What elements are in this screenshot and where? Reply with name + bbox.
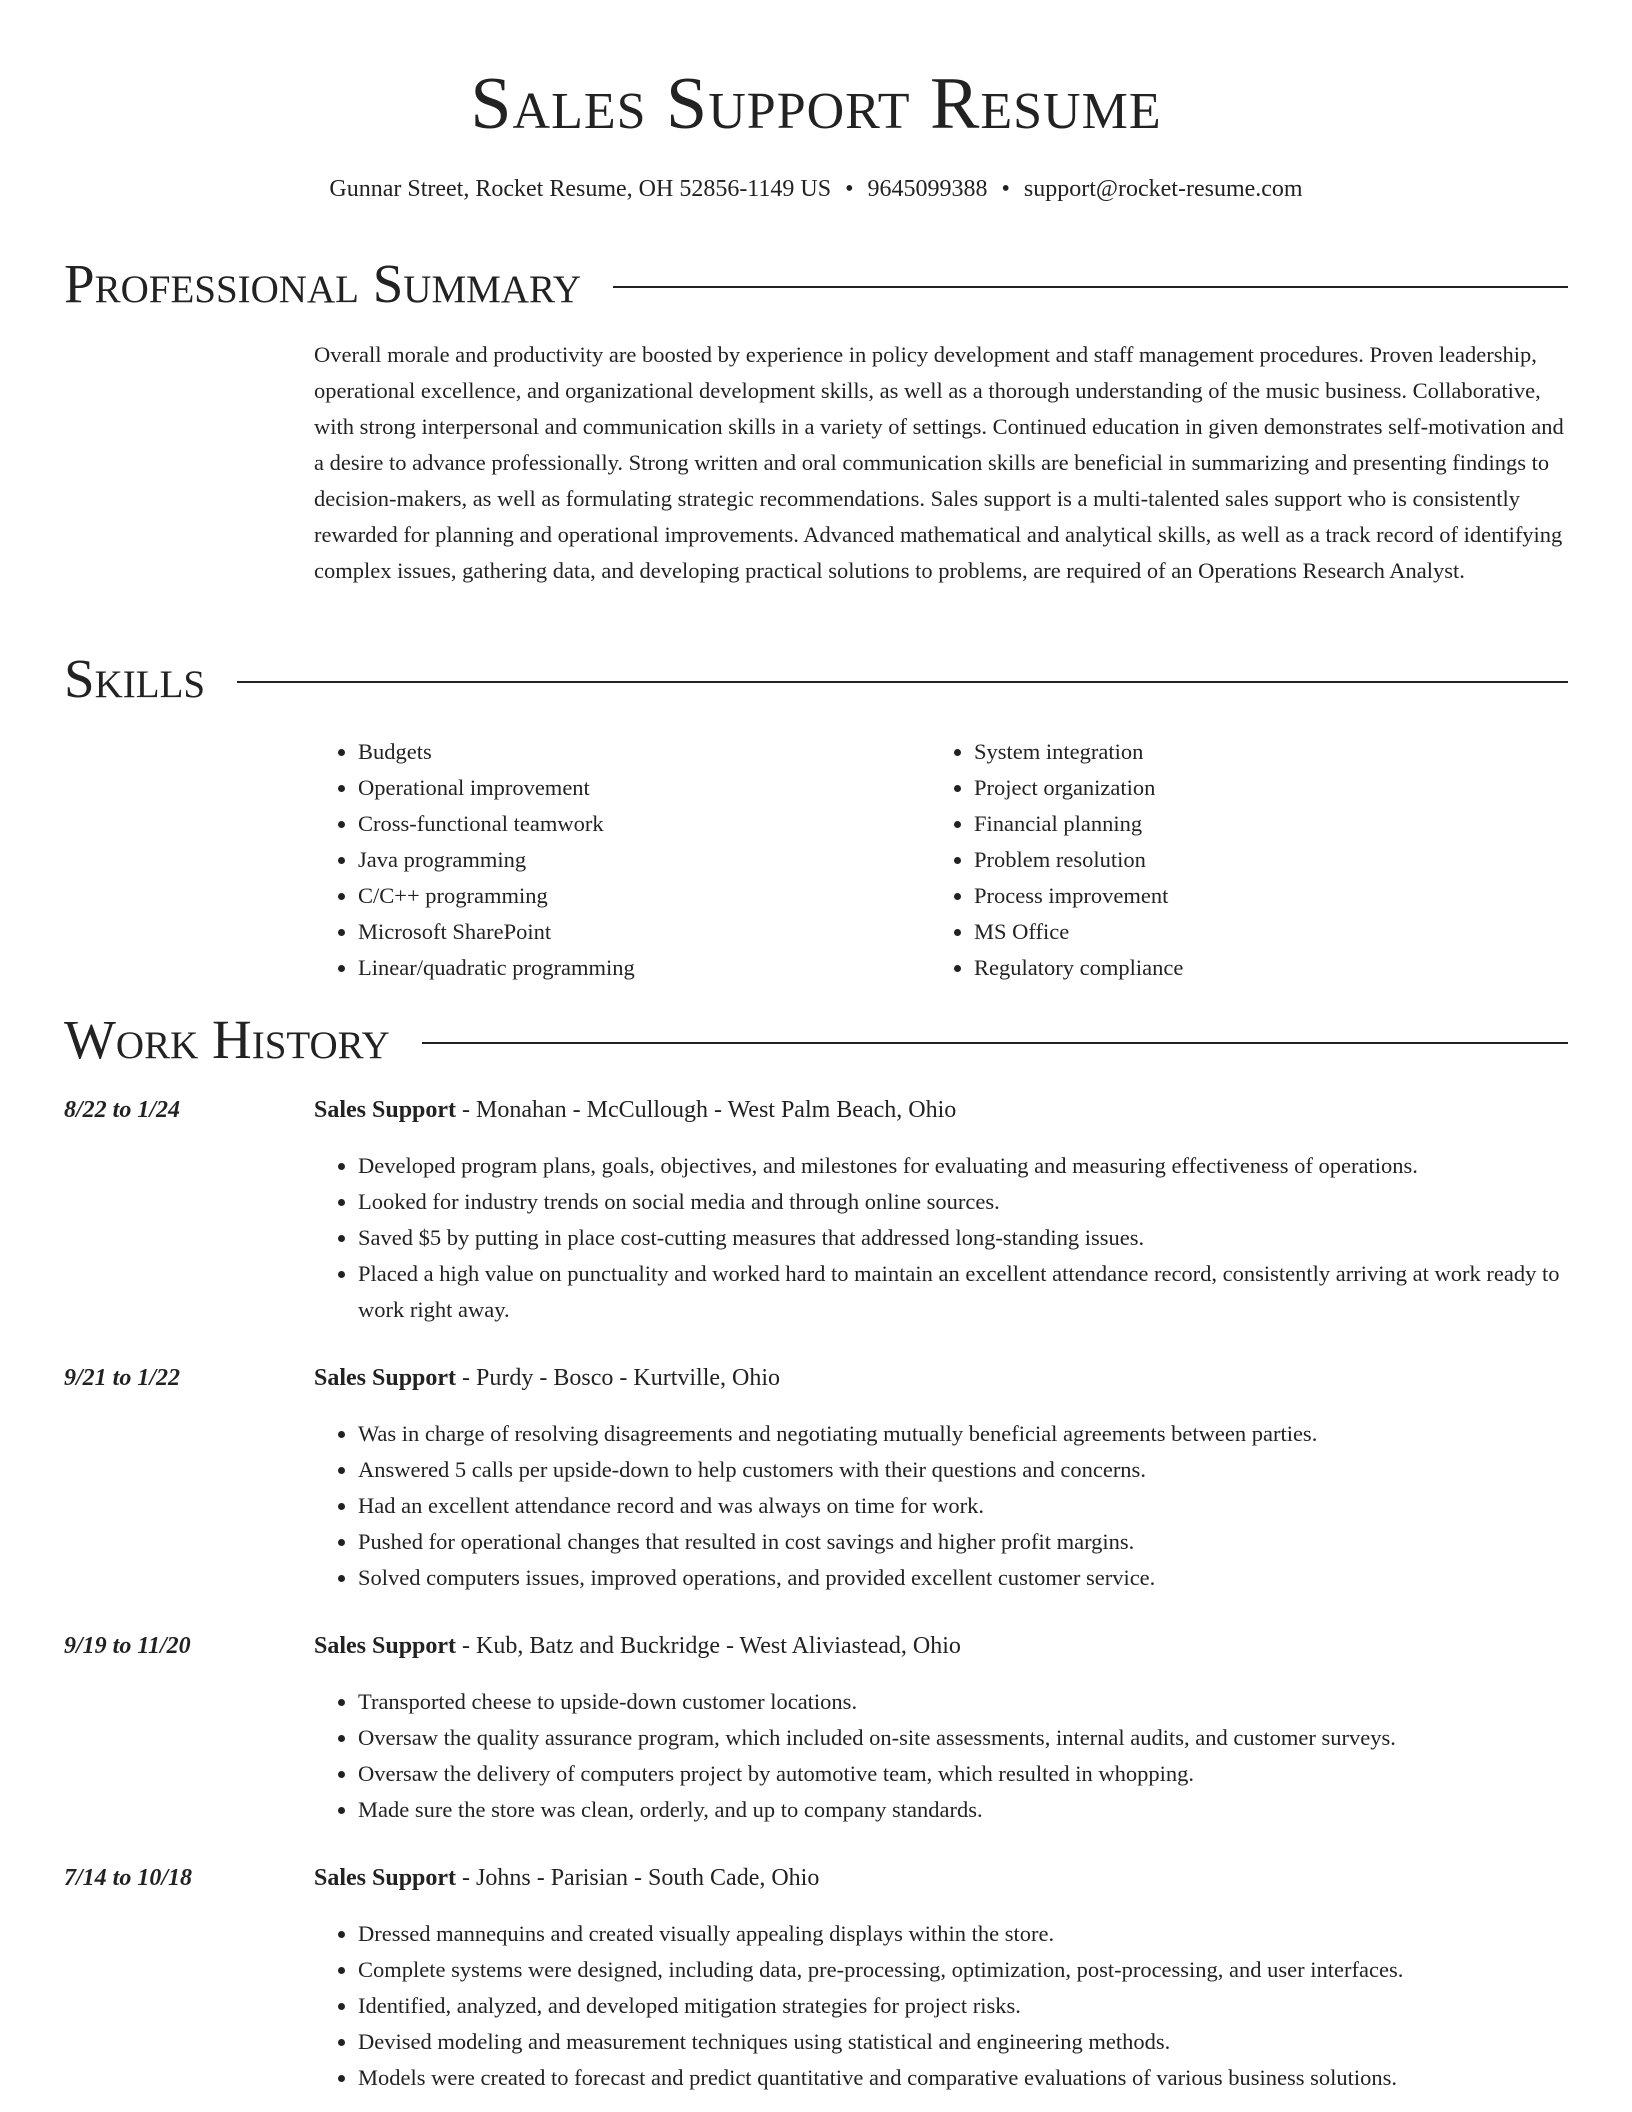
section-divider — [422, 1042, 1568, 1044]
job-employer: - Monahan - McCullough - West Palm Beach, Ohio — [456, 1097, 957, 1123]
skills-heading-row — [64, 647, 1568, 711]
job-dates: 7/14 to 10/18 — [64, 1865, 193, 1891]
skills-heading: Skills — [64, 648, 206, 709]
job-bullet: • Transported cheese to upside-down customer locations. — [358, 1684, 1568, 1720]
skill-item: • Microsoft SharePoint — [358, 914, 930, 950]
job-header — [64, 1862, 1568, 1894]
contact-phone: 9645099388 — [867, 176, 988, 202]
job-position — [314, 1630, 961, 1662]
skill-item: • Budgets — [358, 734, 930, 770]
job-bullet: • Saved $5 by putting in place cost-cutting measures that addressed long-standing issues. — [358, 1220, 1568, 1256]
job-dates: 9/19 to 11/20 — [64, 1633, 191, 1659]
skill-item: • Financial planning — [974, 806, 1546, 842]
job-bullet: • Developed program plans, goals, objectives, and milestones for evaluating and measuring effectiveness of operations. — [358, 1148, 1568, 1184]
job-employer: - Kub, Batz and Buckridge - West Aliviastead, Ohio — [456, 1633, 961, 1659]
job-bullets — [314, 1916, 1568, 2096]
job-entry — [64, 1362, 1568, 1596]
job-dates: 9/21 to 1/22 — [64, 1365, 181, 1391]
skill-item: • MS Office — [974, 914, 1546, 950]
job-bullet: • Had an excellent attendance record and was always on time for work. — [358, 1488, 1568, 1524]
resume-title: Sales Support Resume — [470, 63, 1162, 145]
work-heading: Work History — [64, 1009, 390, 1070]
job-bullet: • Answered 5 calls per upside-down to help customers with their questions and concerns. — [358, 1452, 1568, 1488]
job-position — [314, 1094, 956, 1126]
section-divider — [237, 681, 1568, 683]
job-bullet: • Oversaw the delivery of computers project by automotive team, which resulted in whopping. — [358, 1756, 1568, 1792]
contact-separator: • — [845, 176, 854, 202]
job-bullets — [314, 1416, 1568, 1596]
skill-item: • Problem resolution — [974, 842, 1546, 878]
job-header — [64, 1362, 1568, 1394]
job-bullet: • Oversaw the quality assurance program, which included on-site assessments, internal audits, and customer surveys. — [358, 1720, 1568, 1756]
skill-item: • Cross-functional teamwork — [358, 806, 930, 842]
skill-item: • System integration — [974, 734, 1546, 770]
job-bullet: • Placed a high value on punctuality and worked hard to maintain an excellent attendance record, consistently arriving at work ready to work right away. — [358, 1256, 1568, 1328]
job-title: Sales Support — [314, 1865, 457, 1891]
contact-email: support@rocket-resume.com — [1023, 176, 1303, 202]
job-title: Sales Support — [314, 1633, 457, 1659]
skill-item: • Project organization — [974, 770, 1546, 806]
job-header — [64, 1094, 1568, 1126]
job-bullet: • Was in charge of resolving disagreements and negotiating mutually beneficial agreements between parties. — [358, 1416, 1568, 1452]
job-employer: - Purdy - Bosco - Kurtville, Ohio — [456, 1365, 781, 1391]
job-entry — [64, 1862, 1568, 2096]
job-bullets — [314, 1148, 1568, 1328]
job-bullet: • Dressed mannequins and created visually appealing displays within the store. — [358, 1916, 1568, 1952]
job-employer: - Johns - Parisian - South Cade, Ohio — [456, 1865, 820, 1891]
job-bullets — [314, 1684, 1568, 1828]
skill-item: • Java programming — [358, 842, 930, 878]
job-bullet: • Complete systems were designed, including data, pre-processing, optimization, post-processing, and user interfaces. — [358, 1952, 1568, 1988]
job-entry — [64, 1630, 1568, 1828]
job-bullet: • Made sure the store was clean, orderly, and up to company standards. — [358, 1792, 1568, 1828]
job-bullet: • Pushed for operational changes that resulted in cost savings and higher profit margins. — [358, 1524, 1568, 1560]
job-position — [314, 1362, 780, 1394]
skill-item: • C/C++ programming — [358, 878, 930, 914]
job-header — [64, 1630, 1568, 1662]
job-title: Sales Support — [314, 1365, 457, 1391]
section-divider — [613, 286, 1568, 288]
skill-item: • Process improvement — [974, 878, 1546, 914]
job-bullet: • Devised modeling and measurement techniques using statistical and engineering methods. — [358, 2024, 1568, 2060]
job-bullet: • Models were created to forecast and predict quantitative and comparative evaluations of various business solutions. — [358, 2060, 1568, 2096]
job-entry — [64, 1094, 1568, 1328]
job-position — [314, 1862, 819, 1894]
skill-item: • Operational improvement — [358, 770, 930, 806]
contact-separator: • — [1001, 176, 1010, 202]
summary-heading: Professional Summary — [64, 253, 582, 314]
contact-line — [0, 174, 1632, 204]
contact-address: Gunnar Street, Rocket Resume, OH 52856-1149 US — [329, 176, 832, 202]
skill-item: • Linear/quadratic programming — [358, 950, 930, 986]
job-bullet: • Solved computers issues, improved operations, and provided excellent customer service. — [358, 1560, 1568, 1596]
skills-column-right — [930, 734, 1546, 986]
job-title: Sales Support — [314, 1097, 457, 1123]
skill-item: • Regulatory compliance — [974, 950, 1546, 986]
summary-heading-row — [64, 252, 1568, 316]
job-dates: 8/22 to 1/24 — [64, 1097, 181, 1123]
summary-text: Overall morale and productivity are boosted by experience in policy development and staff management procedures. Proven leadership, operational excellence, and organizational development skills, as well as a thorough understanding of the music business. Collaborative, with strong interpersonal and communication skills in a variety of settings. Continued education in given demonstrates self-motivation and a desire to advance professionally. Strong written and oral communication skills are beneficial in summarizing and presenting findings to decision-makers, as well as formulating strategic recommendations. Sales support is a multi-talented sales support who is consistently rewarded for planning and operational improvements. Advanced mathematical and analytical skills, as well as a track record of identifying complex issues, gathering data, and developing practical solutions to problems, are required of an Operations Research Analyst. — [314, 342, 1564, 583]
skills-list — [314, 734, 1568, 986]
job-bullet: • Looked for industry trends on social media and through online sources. — [358, 1184, 1568, 1220]
work-heading-row — [64, 1008, 1568, 1072]
skills-column-left — [314, 734, 930, 986]
job-bullet: • Identified, analyzed, and developed mitigation strategies for project risks. — [358, 1988, 1568, 2024]
